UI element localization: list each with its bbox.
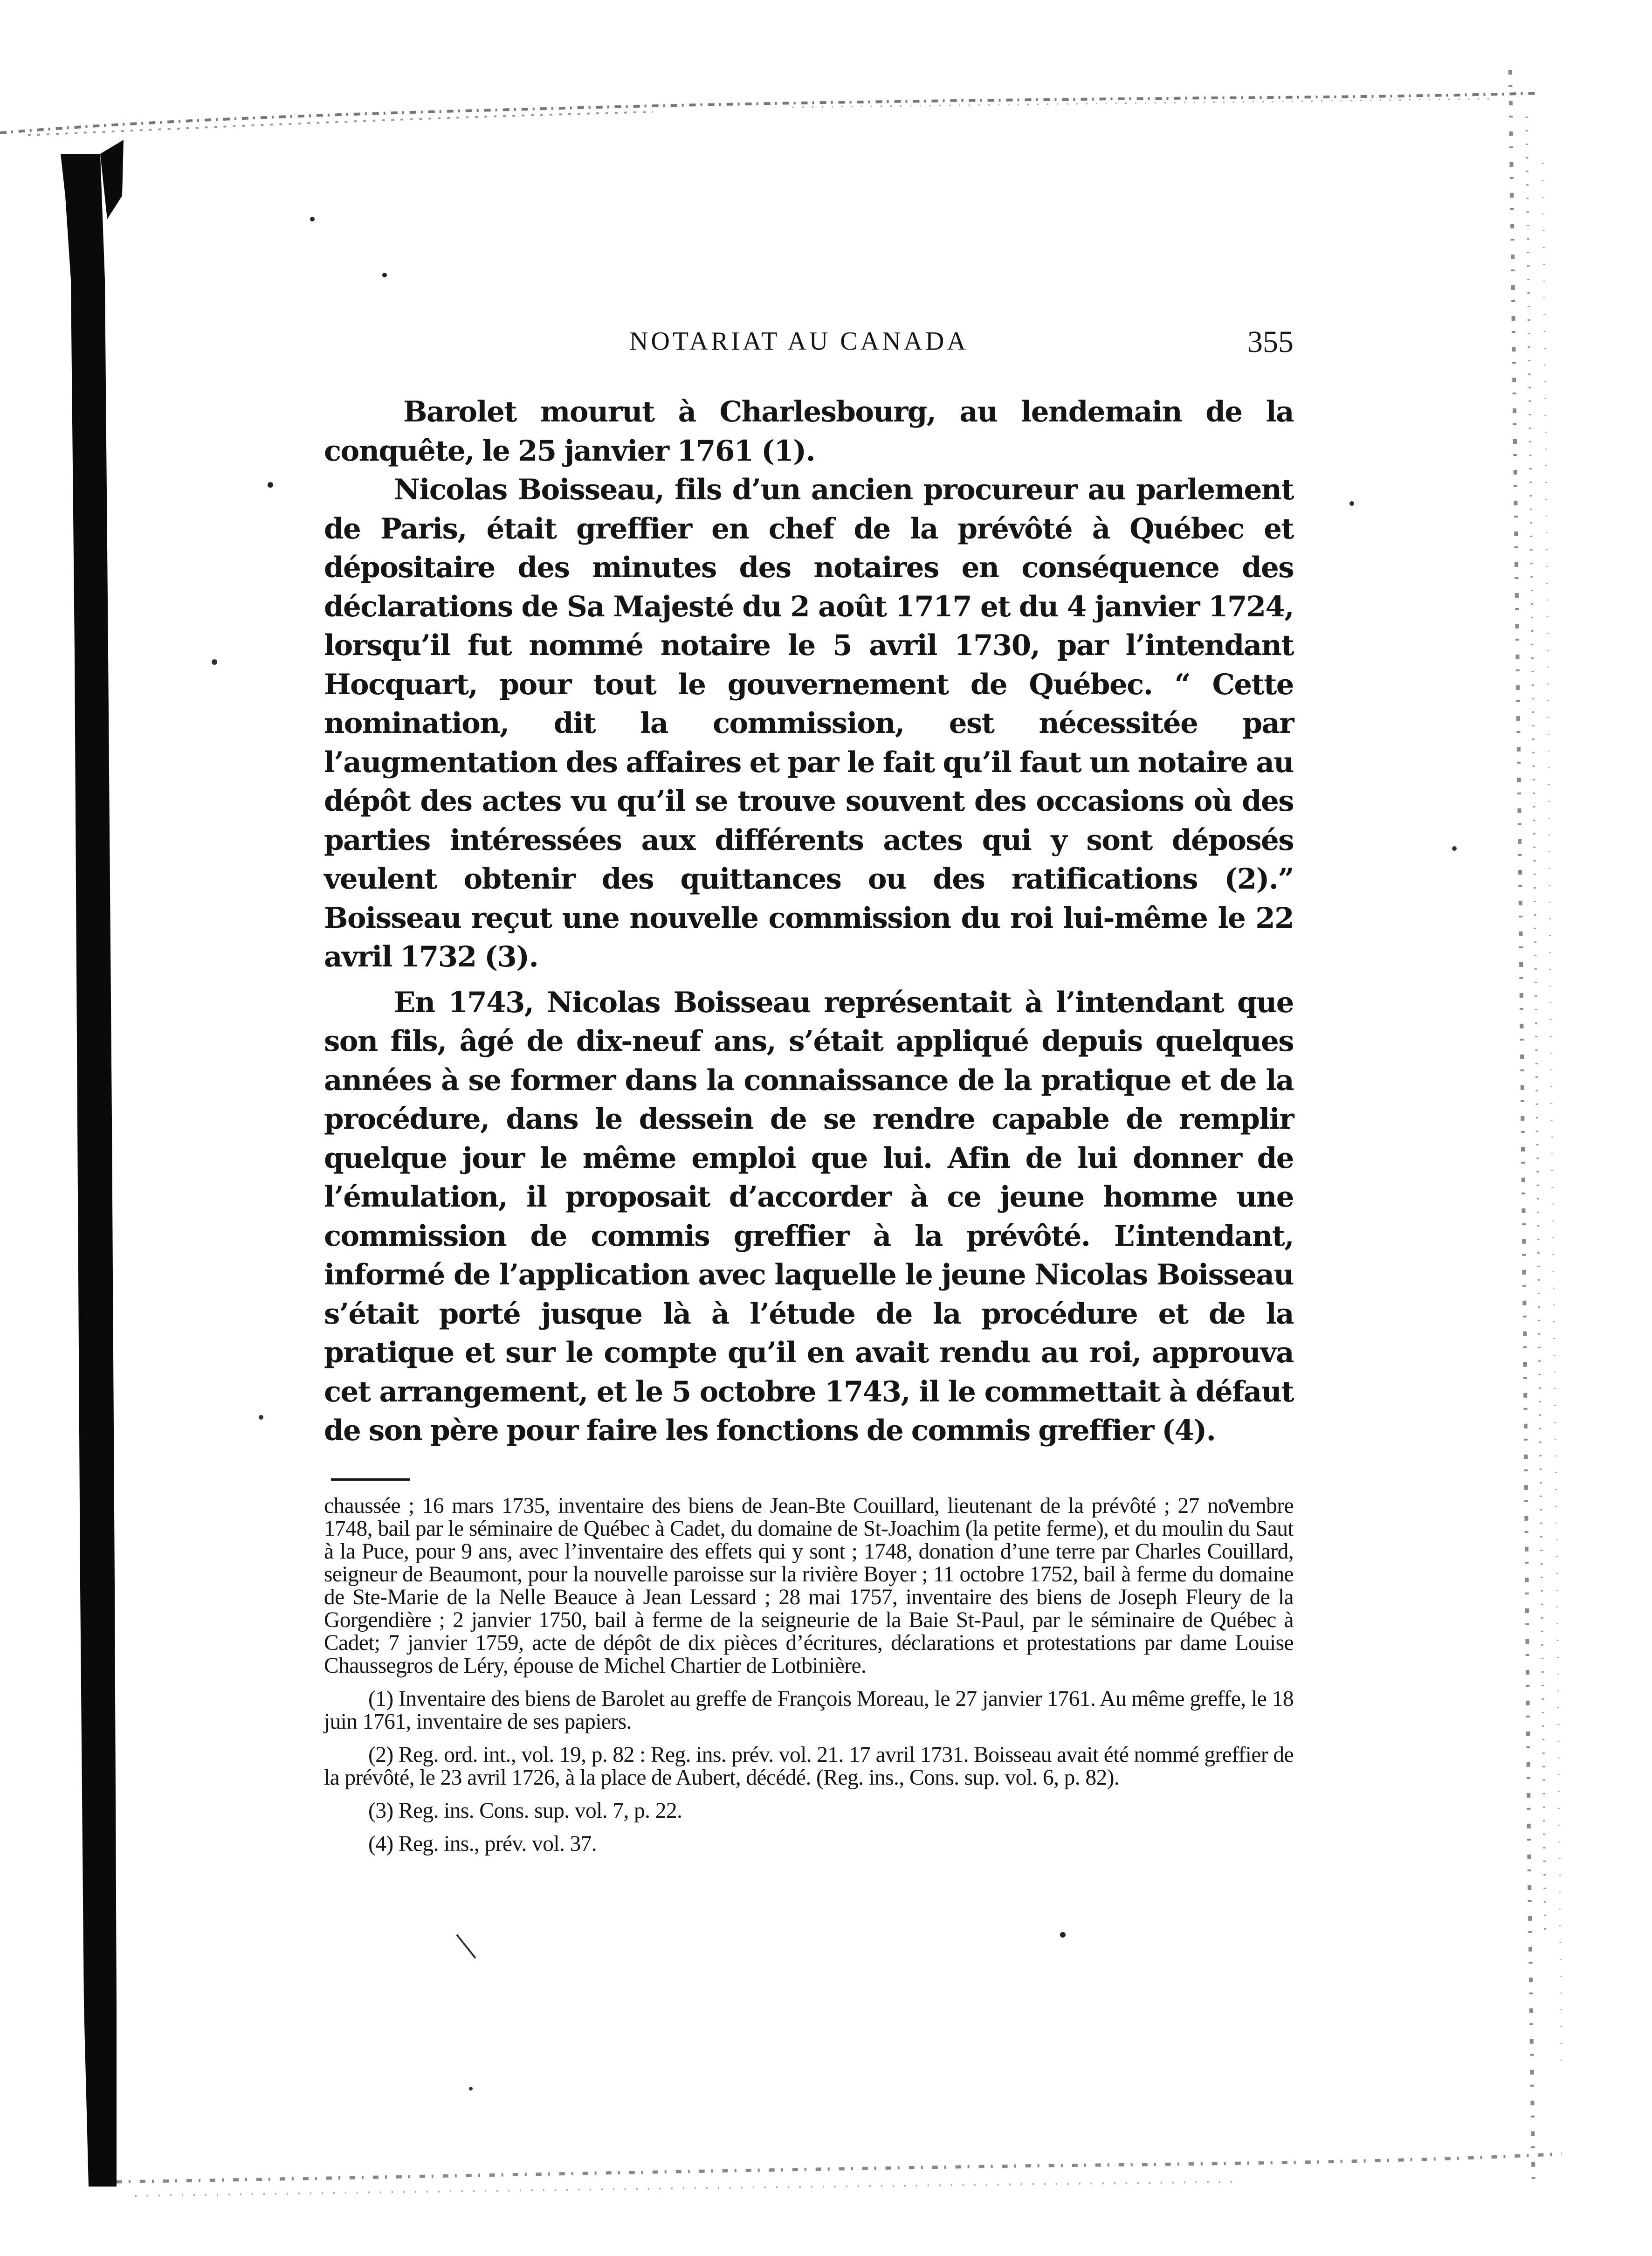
footnotes: [324, 1495, 1294, 1856]
page-number: 355: [1247, 325, 1294, 359]
footnote-3: (3) Reg. ins. Cons. sup. vol. 7, p. 22.: [368, 1798, 682, 1823]
footnote-separator: [331, 1478, 410, 1481]
scan-right-edge-noise: [1492, 70, 1585, 2191]
footnote-1: (1) Inventaire des biens de Barolet au greffe de François Moreau, le 27 janvier 1761. Au même greffe, le 18 juin 1761, inventaire de ses papiers.: [324, 1686, 1294, 1734]
scan-top-edge-noise: [0, 89, 1538, 140]
body-text: [324, 393, 1294, 1450]
scan-bottom-edge-noise: [117, 2126, 1562, 2219]
paragraph-boisseau-son: En 1743, Nicolas Boisseau représentait à l’intendant que son fils, âgé de dix-neuf ans, s’était appliqué depuis quelques années à se former dans la connaissance de la pratique et de la procédure, dans le dessein de se rendre capable de remplir quelque jour le même emploi que lui. Afin de lui donner de l’émulation, il proposait d’accorder à ce jeune homme une commission de commis greffier à la prévôté. L’intendant, informé de l’application avec laquelle le jeune Nicolas Boisseau s’était porté jusque là à l’étude de la procédure et de la pratique et sur le compte qu’il en avait rendu au roi, approuva cet arrangement, et le 5 octobre 1743, il le commettait à défaut de son père pour faire les fonctions de commis greffier (4).: [324, 986, 1294, 1447]
footnote-2: (2) Reg. ord. int., vol. 19, p. 82 : Reg. ins. prév. vol. 21. 17 avril 1731. Boisseau avait été nommé greffier de la prévôté, le 23 avril 1726, à la place de Aubert, décédé. (Reg. ins., Cons. sup. vol. 6, p. 82).: [324, 1742, 1294, 1790]
page-content: [324, 326, 1294, 1856]
paragraph-nicolas-boisseau: Nicolas Boisseau, fils d’un ancien procureur au parlement de Paris, était greffier en chef de la prévôté à Québec et dépositaire des minutes des notaires en conséquence des déclarations de Sa Majesté du 2 août 1717 et du 4 janvier 1724, lorsqu’il fut nommé notaire le 5 avril 1730, par l’intendant Hocquart, pour tout le gouvernement de Québec. “ Cette nomination, dit la commission, est nécessitée par l’augmentation des affaires et par le fait qu’il faut un notaire au dépôt des actes vu qu’il se trouve souvent des occasions où des parties intéressées aux différents actes qui y sont déposés veulent obtenir des quittances ou des ratifications (2).” Boisseau reçut une nouvelle commission du roi lui-même le 22 avril 1732 (3).: [324, 473, 1294, 973]
running-head: [324, 326, 1294, 368]
footnote-continuation: chaussée ; 16 mars 1735, inventaire des biens de Jean-Bte Couillard, lieutenant de la prévôté ; 27 novembre 1748, bail par le séminaire de Québec à Cadet, du domaine de St-Joachim (la petite ferme), et du moulin du Saut à la Puce, pour 9 ans, avec l’inventaire des effets qui y sont ; 1748, donation d’une terre par Charles Couillard, seigneur de Beaumont, pour la nouvelle paroisse sur la rivière Boyer ; 11 octobre 1752, bail à ferme du domaine de Ste-Marie de la Nelle Beauce à Jean Lessard ; 28 mai 1757, inventaire des biens de Joseph Fleury de la Gorgendière ; 2 janvier 1750, bail à ferme de la seigneurie de la Baie St-Paul, par le séminaire de Québec à Cadet; 7 janvier 1759, acte de dépôt de dix pièces d’écritures, déclarations et protestations par dame Louise Chaussegros de Léry, épouse de Michel Chartier de Lotbinière.: [324, 1493, 1294, 1678]
running-head-title: NOTARIAT AU CANADA: [629, 327, 969, 356]
footnote-4: (4) Reg. ins., prév. vol. 37.: [368, 1831, 597, 1856]
paragraph-barolet: Barolet mourut à Charlesbourg, au lendemain de la conquête, le 25 janvier 1761 (1).: [324, 395, 1294, 468]
